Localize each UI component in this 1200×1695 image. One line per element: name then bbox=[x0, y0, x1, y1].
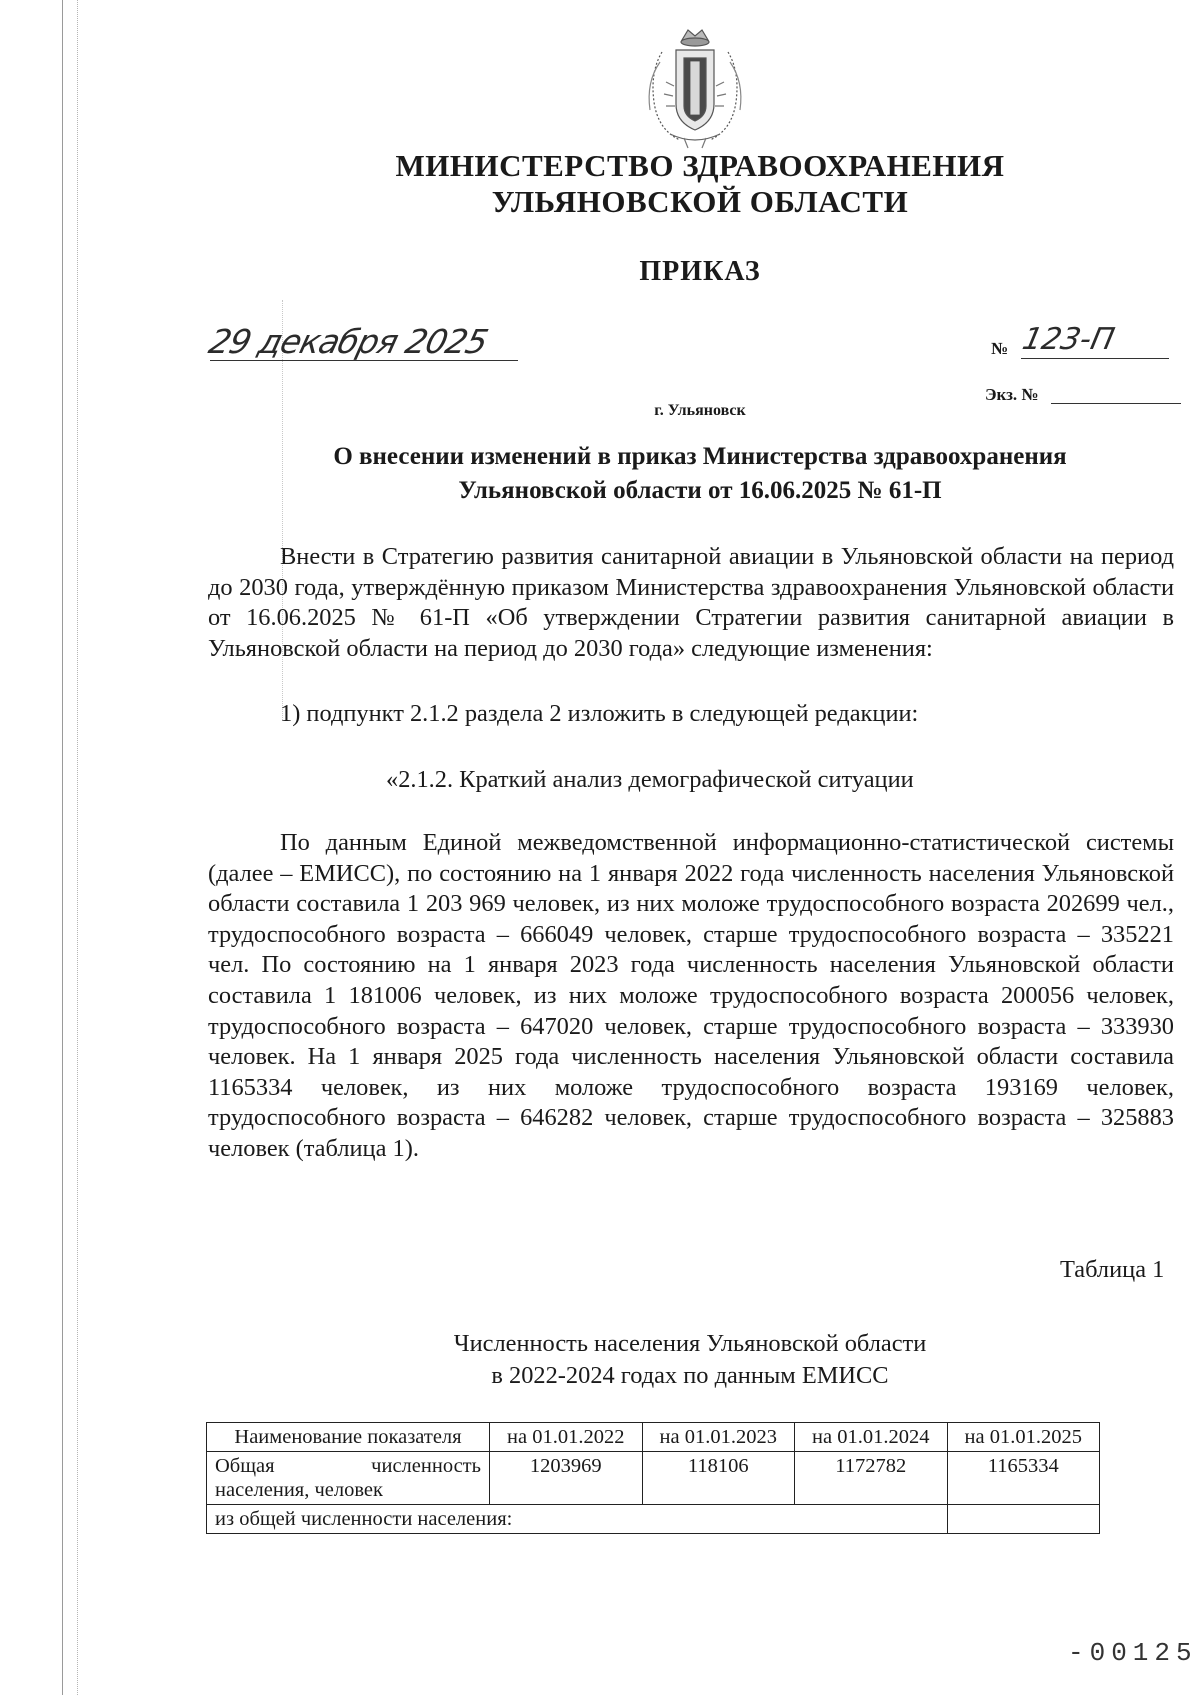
table-header-row bbox=[207, 1423, 1100, 1452]
table-caption bbox=[300, 1328, 1080, 1392]
table-cell-value: 1165334 bbox=[947, 1452, 1100, 1505]
copy-number-label: Экз. № bbox=[985, 385, 1039, 404]
table-empty-cell bbox=[947, 1505, 1100, 1534]
table-header-cell: Наименование показателя bbox=[207, 1423, 490, 1452]
order-subject-line2: Ульяновской области от 16.06.2025 № 61-П bbox=[458, 477, 942, 504]
table-header-cell: на 01.01.2022 bbox=[490, 1423, 643, 1452]
table-cell-value: 118106 bbox=[642, 1452, 795, 1505]
city-name: г. Ульяновск bbox=[654, 402, 746, 419]
table-cell-value: 1203969 bbox=[490, 1452, 643, 1505]
order-subject-line1: О внесении изменений в приказ Министерства здравоохранения bbox=[333, 443, 1067, 470]
order-number-underline bbox=[1021, 358, 1169, 359]
ministry-name-line1: МИНИСТЕРСТВО ЗДРАВООХРАНЕНИЯ bbox=[395, 148, 1005, 183]
amendment-item-1: 1) подпункт 2.1.2 раздела 2 изложить в следующей редакции: bbox=[280, 700, 919, 727]
table-header-cell: на 01.01.2024 bbox=[795, 1423, 948, 1452]
order-subject bbox=[230, 440, 1170, 508]
ministry-name-line2: УЛЬЯНОВСКОЙ ОБЛАСТИ bbox=[491, 184, 909, 219]
table-label: Таблица 1 bbox=[1060, 1256, 1165, 1283]
order-number-label: № bbox=[991, 339, 1009, 358]
date-underline bbox=[210, 360, 518, 361]
page-stamp-number: -00125 bbox=[1068, 1638, 1198, 1668]
handwritten-order-number: 123-П bbox=[1019, 322, 1118, 357]
table-row bbox=[207, 1452, 1100, 1505]
table-subheader-cell: из общей численности населения: bbox=[207, 1505, 948, 1534]
table-caption-line1: Численность населения Ульяновской области bbox=[453, 1330, 927, 1357]
page-binding-edge bbox=[62, 0, 78, 1695]
section-heading: «2.1.2. Краткий анализ демографической ситуации bbox=[386, 766, 914, 793]
table-cell-value: 1172782 bbox=[795, 1452, 948, 1505]
population-table bbox=[206, 1422, 1100, 1534]
handwritten-date: 29 декабря 2025 bbox=[205, 322, 492, 361]
ministry-name bbox=[300, 148, 1100, 220]
table-caption-line2: в 2022-2024 годах по данным ЕМИСС bbox=[491, 1362, 889, 1389]
table-cell-indicator: Общая численность населения, человек bbox=[207, 1452, 490, 1505]
body-paragraph-2: По данным Единой межведомственной информационно-статистической системы (далее – ЕМИСС), по состоянию на 1 января 2022 года численность населения Ульяновской области составила 1 203 969 человек, из них моложе трудоспособного возраста 202699 чел., трудоспособного возраста – 666049 человек, старше трудоспособного возраста – 335221 чел. По состоянию на 1 января 2023 года численность населения Ульяновской области составила 1 181006 человек, из них моложе трудоспособного возраста 200056 человек, трудоспособного возраста – 647020 человек, старше трудоспособного возраста – 333930 человек. На 1 января 2025 года численность населения Ульяновской области составила 1165334 человек, из них моложе трудоспособного возраста 193169 человек, трудоспособного возраста – 646282 человек, старше трудоспособного возраста – 325883 человек (таблица 1). bbox=[208, 829, 1174, 1162]
body-paragraph-1: Внести в Стратегию развития санитарной авиации в Ульяновской области на период до 2030 года, утверждённую приказом Министерства здравоохранения Ульяновской области от 16.06.2025 № 61-П «Об утверждении Стратегии развития санитарной авиации в Ульяновской области на период до 2030 года» следующие изменения: bbox=[208, 543, 1174, 662]
table-subheader-row bbox=[207, 1505, 1100, 1534]
table-header-cell: на 01.01.2025 bbox=[947, 1423, 1100, 1452]
document-type-title: ПРИКАЗ bbox=[639, 256, 761, 287]
table-header-cell: на 01.01.2023 bbox=[642, 1423, 795, 1452]
coat-of-arms-emblem bbox=[640, 22, 750, 150]
